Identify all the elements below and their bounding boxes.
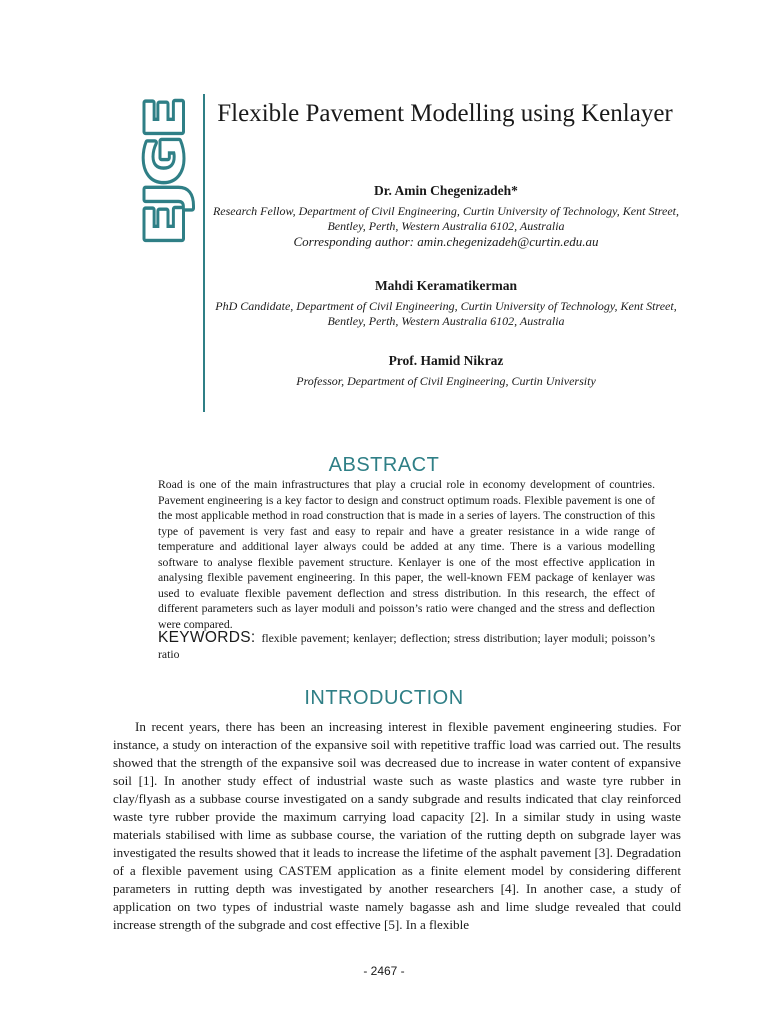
paper-title: Flexible Pavement Modelling using Kenlayer xyxy=(217,100,673,127)
author-affiliation: Research Fellow, Department of Civil Engineering, Curtin University of Technology, Kent Street, Bentley, Perth, Western Australia 6102, Australia xyxy=(212,204,680,233)
author-affiliation: PhD Candidate, Department of Civil Engineering, Curtin University of Technology, Kent Street, Bentley, Perth, Western Australia 6102, Australia xyxy=(215,299,677,328)
author-block-1 xyxy=(212,182,680,249)
abstract-heading: ABSTRACT xyxy=(328,454,440,476)
introduction-text: In recent years, there has been an increasing interest in flexible pavement engineering studies. For instance, a study on interaction of the expansive soil with repetitive traffic load was carried out. The results showed that the strength of the expansive soil was decreased due to increase in water content of expansive soil [1]. In another study effect of industrial waste such as waste plastics and waste tyre rubber in clay/flyash as a subbase course investigated on a sandy subgrade and results indicated that clay reinforced waste tyre rubber provide the maximum carrying load capacity [2]. In a similar study in using waste materials stabilised with lime as subbase course, the variation of the rutting depth on subgrade layer was investigated the results showed that it leads to increase the lifetime of the asphalt pavement [3]. Degradation of a flexible pavement using CASTEM application as a finite element model by considering different parameters in rutting depth was investigated by another researchers [4]. In another case, a study of application on two types of industrial waste namely bagasse ash and lime sludge revealed that could increase strength of the subgrade and cost effective [5]. In a flexible xyxy=(113,719,681,932)
author-name: Mahdi Keramatikerman xyxy=(374,278,518,293)
keywords-text: flexible pavement; kenlayer; deflection; stress distribution; layer moduli; poisson’s ratio xyxy=(158,632,655,661)
author-block-2 xyxy=(212,277,680,329)
author-block-3 xyxy=(212,352,680,389)
keywords-label: KEYWORDS: xyxy=(158,629,256,646)
keywords-block xyxy=(158,630,655,663)
journal-logo xyxy=(128,96,198,246)
abstract-text: Road is one of the main infrastructures that play a crucial role in economy development of countries. Pavement engineering is a key factor to design and construct optimum roads. Flexible pavement is one of the most applicable method in road construction that is made in a series of layers. The construction of this type of pavement is very fast and easy to repair and have a greater resistance in a wide range of temperature and additional layer always could be added at any time. There is a various modelling software to analyse flexible pavement structure. Kenlayer is one of the most effective application in analysing flexible pavement engineering. In this paper, the well-known FEM package of kenlayer was used to evaluate flexible pavement deflection and stress distribution. In this research, the effect of different parameters such as layer moduli and poisson’s ratio were changed and the stress and deflection were compared. xyxy=(158,478,655,631)
header-divider xyxy=(203,94,205,412)
author-affiliation: Professor, Department of Civil Engineering, Curtin University xyxy=(296,374,596,388)
corresponding-author: Corresponding author: amin.chegenizadeh@curtin.edu.au xyxy=(293,234,599,249)
introduction-heading: INTRODUCTION xyxy=(304,687,464,709)
journal-logo-text: EJGE xyxy=(136,116,194,244)
author-name: Prof. Hamid Nikraz xyxy=(388,353,504,368)
author-name: Dr. Amin Chegenizadeh* xyxy=(374,183,518,198)
page-number: - 2467 - xyxy=(363,964,405,978)
